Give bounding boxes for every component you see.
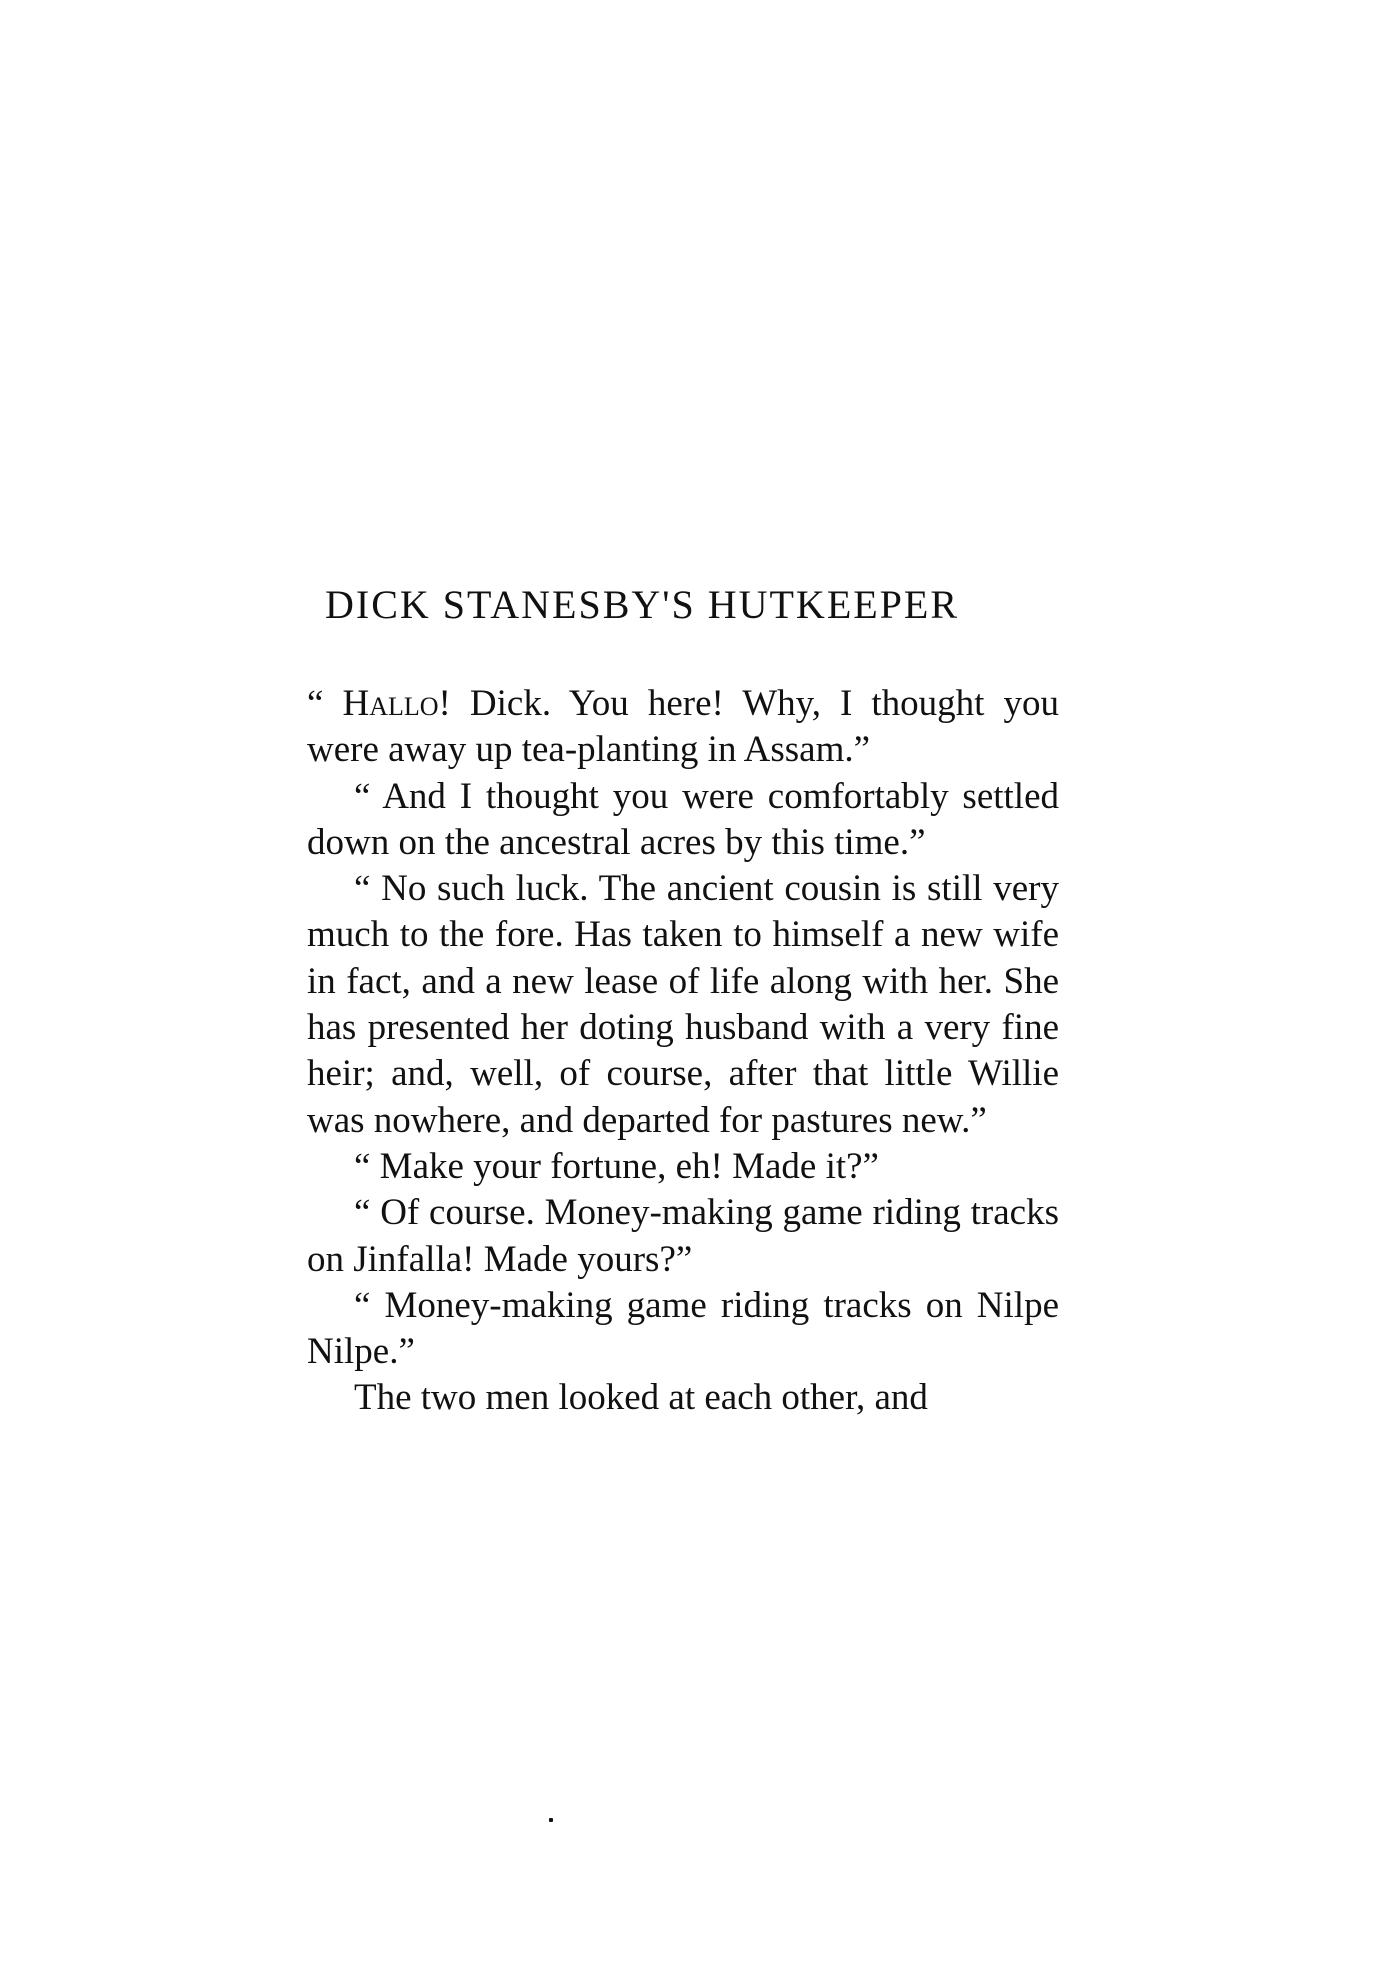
- paragraph-1: [307, 681, 1059, 774]
- paragraph-4: “ Make your fortune, eh! Made it?”: [354, 1145, 879, 1187]
- chapter-title: DICK STANESBY'S HUTKEEPER: [325, 582, 960, 627]
- paragraph-7: The two men looked at each other, and: [354, 1377, 928, 1419]
- paragraph-5: “ Of course. Money-making game riding tracks on Jinfalla! Made yours?”: [307, 1192, 1059, 1280]
- paragraph-1-rest: ! Dick. You here! Why, I thought you were away up tea-planting in Assam.”: [307, 683, 1059, 771]
- paragraph-3: “ No such luck. The ancient cousin is still very much to the fore. Has taken to himself a new wife in fact, and a new lease of life along with her. She has presented her doting husband with a very fine heir; and, well, of course, after that little Willie was nowhere, and departed for pastures new.”: [307, 868, 1059, 1141]
- paragraph-1-smallcaps: Hallo: [342, 683, 439, 724]
- paragraph-6: “ Money-making game riding tracks on Nilpe Nilpe.”: [307, 1284, 1059, 1373]
- printer-mark: [549, 1818, 553, 1822]
- paragraph-1-open-quote: “: [307, 683, 343, 724]
- paragraph-2: “ And I thought you were comfortably settled down on the ancestral acres by this time.”: [307, 775, 1059, 863]
- chapter-body: [307, 681, 1059, 1422]
